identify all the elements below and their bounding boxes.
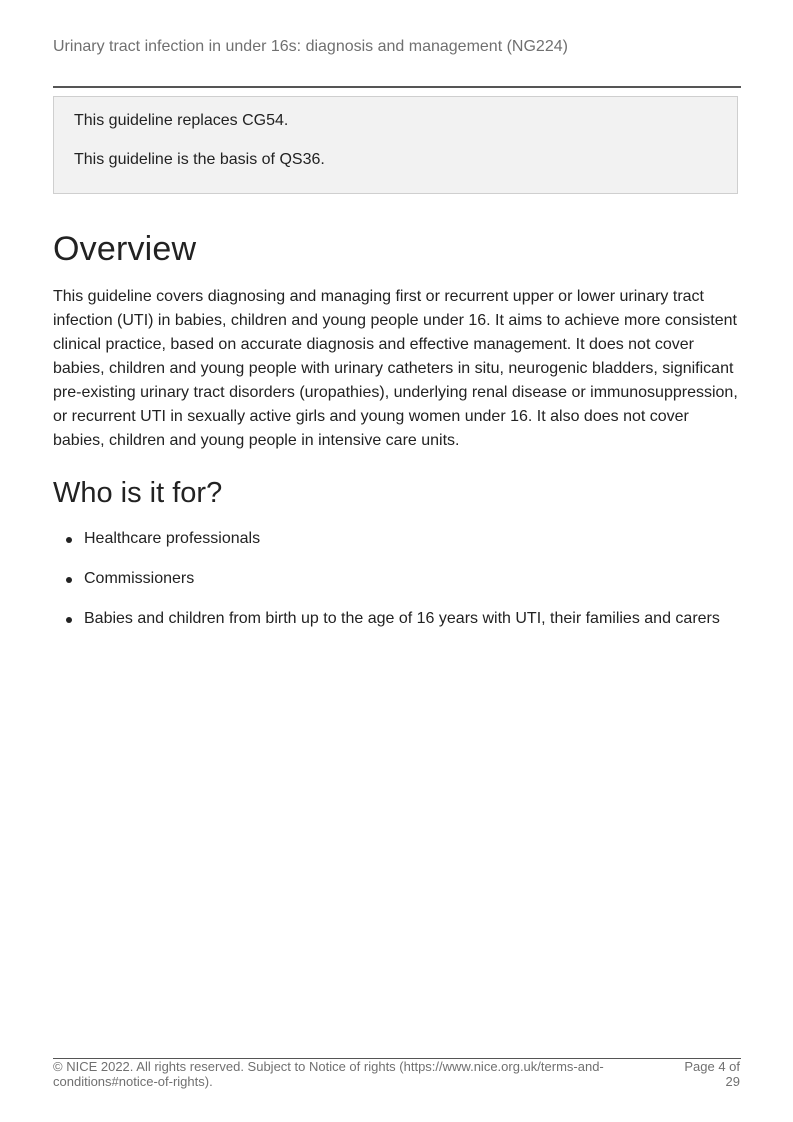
basis-notice: This guideline is the basis of QS36. — [74, 151, 325, 168]
list-item — [53, 567, 743, 591]
bullet-icon — [66, 577, 72, 583]
bullet-icon — [66, 617, 72, 623]
replaces-notice: This guideline replaces CG54. — [74, 112, 289, 129]
list-item-text: Healthcare professionals — [84, 530, 261, 547]
document-header-title: Urinary tract infection in under 16s: diagnosis and management (NG224) — [53, 38, 568, 55]
overview-paragraph: This guideline covers diagnosing and managing first or recurrent upper or lower urinary tract infection (UTI) in babies, children and young people under 16. It aims to achieve more consistent clinical practice, based on accurate diagnosis and effective management. It does not cover babies, children and young people with urinary catheters in situ, neurogenic bladders, significant pre-existing urinary tract disorders (uropathies), underlying renal disease or immunosuppression, or recurrent UTI in sexually active girls and young women under 16. It also does not cover babies, children and young people in intensive care units. — [53, 288, 738, 449]
header-divider — [53, 86, 741, 88]
list-item-text: Commissioners — [84, 570, 195, 587]
list-item — [53, 527, 743, 551]
audience-list — [53, 527, 743, 647]
page-number: Page 4 of 29 — [684, 1059, 740, 1089]
guideline-notice-box — [53, 96, 738, 194]
bullet-icon — [66, 537, 72, 543]
overview-heading: Overview — [53, 230, 197, 268]
footer-copyright: © NICE 2022. All rights reserved. Subject to Notice of rights (https://www.nice.org.uk/terms-and-conditions#notice-of-rights). — [53, 1059, 604, 1089]
audience-heading: Who is it for? — [53, 477, 223, 509]
list-item-text: Babies and children from birth up to the age of 16 years with UTI, their families and carers — [84, 610, 720, 627]
list-item — [53, 607, 743, 631]
